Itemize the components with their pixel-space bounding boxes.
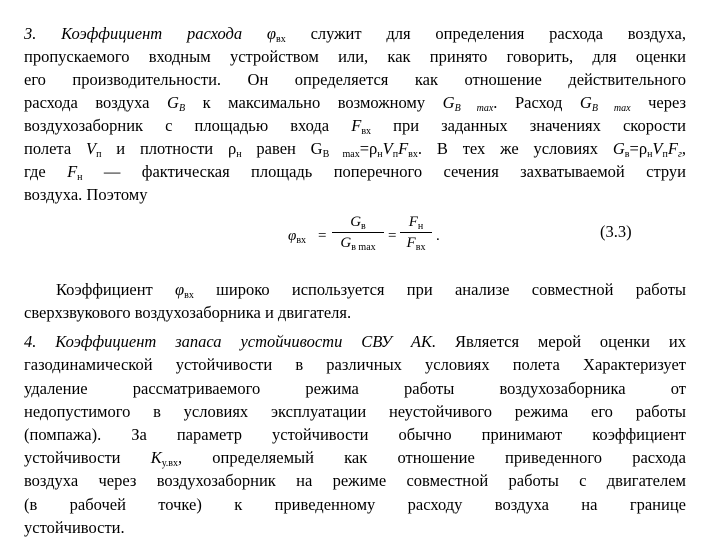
equals-sign: = <box>318 228 327 244</box>
symbol-f: F <box>398 139 409 158</box>
subscript: н <box>647 149 653 160</box>
symbol-f: F <box>408 214 418 230</box>
symbol-f: F <box>667 139 678 158</box>
usage-line-2: сверхзвукового воздухозаборника и двигателя. <box>24 303 352 322</box>
subscript: B max <box>591 103 631 114</box>
subscript: B max <box>454 103 494 114</box>
subscript: н <box>77 172 83 183</box>
text-segment: равен G <box>241 139 323 158</box>
text-segment: Является мерой оценки их <box>436 332 686 351</box>
subscript: н <box>377 149 383 160</box>
text-segment: . В тех же условиях <box>417 139 613 158</box>
text-segment: = <box>629 139 639 158</box>
subscript: B max <box>322 149 360 160</box>
p4-line-4: недопустимого в условиях эксплуатации неустойчивого режима его работы <box>24 402 686 421</box>
fraction-numerator <box>400 212 432 232</box>
fraction-numerator <box>332 212 384 232</box>
symbol-k: K <box>150 448 162 467</box>
text-segment: , <box>681 139 686 158</box>
fraction-denominator <box>332 233 384 253</box>
symbol-v: V <box>86 139 97 158</box>
symbol-g: G <box>167 93 179 112</box>
formula-phi <box>288 228 306 246</box>
p3-line-1 <box>24 22 686 45</box>
p4-title: 4. Коэффициент запаса устойчивости СВУ АК. <box>24 332 437 351</box>
p3-line-1-rest: служит для определения расхода воздуха, <box>285 24 686 43</box>
p3-line-4 <box>24 91 686 114</box>
symbol-v: V <box>652 139 663 158</box>
p4-line-6 <box>24 446 686 469</box>
subscript: B <box>178 103 186 114</box>
p3-line-3: его производительности. Он определяется как отношение действительного <box>24 70 686 89</box>
p4-line-8: (в рабочей точке) к приведенному расходу воздуха на границе <box>24 495 686 514</box>
fraction-g <box>332 212 384 253</box>
symbol-f: F <box>351 116 362 135</box>
subscript: в <box>361 221 366 232</box>
p3-line-5 <box>24 114 686 137</box>
subscript: п <box>662 149 668 160</box>
p4-line-1 <box>24 330 686 353</box>
equation-number: (3.3) <box>600 222 632 241</box>
fraction-denominator <box>400 233 432 253</box>
formula-period: . <box>436 228 440 244</box>
subscript: у.вх <box>161 458 178 469</box>
phi-symbol: φ <box>288 228 297 244</box>
subscript: вх <box>415 242 426 253</box>
text-segment: воздухозаборник с площадью входа <box>24 116 352 135</box>
text-segment: к максимально возможному <box>185 93 443 112</box>
phi-symbol: φ <box>175 280 185 299</box>
text-segment: . Расход <box>493 93 580 112</box>
p4-line-5: (помпажа). За параметр устойчивости обычно принимают коэффициент <box>24 425 686 444</box>
text-segment: , определяемый как отношение приведенного расхода <box>177 448 686 467</box>
formula-3-3 <box>288 212 448 262</box>
text-segment: устойчивости <box>24 448 151 467</box>
subscript: в <box>624 149 630 160</box>
subscript: п <box>392 149 399 160</box>
phi-subscript: вх <box>276 34 286 45</box>
p3-line-6 <box>24 137 686 160</box>
text-segment: расхода воздуха <box>24 93 168 112</box>
text-segment: широко используется при анализе совместной работы <box>193 280 686 299</box>
p4-line-2: газодинамической устойчивости в различных условиях полета Характеризует <box>24 355 686 374</box>
subscript: п <box>96 149 102 160</box>
p3-line-7 <box>24 160 686 183</box>
p3-number: 3. <box>24 24 37 43</box>
subscript: н <box>236 149 242 160</box>
text-segment: при заданных значениях скорости <box>371 116 686 135</box>
phi-subscript: вх <box>296 235 307 246</box>
equals-sign: = <box>388 228 397 244</box>
subscript: в max <box>351 242 376 253</box>
symbol-f: F <box>406 235 416 251</box>
symbol-v: V <box>382 139 393 158</box>
symbol-g: G <box>612 139 625 158</box>
symbol-g: G <box>442 93 455 112</box>
text-segment: — фактическая площадь поперечного сечения захватываемой струи <box>82 162 686 181</box>
p3-line-2: пропускаемого входным устройством или, как принято говорить, для оценки <box>24 47 686 66</box>
phi-symbol: φ <box>266 24 277 43</box>
p3-line-8: воздуха. Поэтому <box>24 185 148 204</box>
text-segment: = <box>359 139 370 158</box>
symbol-f: F <box>67 162 78 181</box>
text-segment: через <box>630 93 686 112</box>
symbol-g: G <box>340 235 352 251</box>
symbol-g: G <box>350 214 362 230</box>
symbol-rho: ρ <box>369 139 378 158</box>
subscript: н <box>417 221 424 232</box>
text-segment: Коэффициент <box>56 280 176 299</box>
symbol-rho: ρ <box>638 139 648 158</box>
p4-line-9: устойчивости. <box>24 518 125 537</box>
p4-line-3: удаление рассматриваемого режима работы воздухозаборника от <box>24 379 686 398</box>
subscript: вх <box>408 149 418 160</box>
fraction-f <box>400 212 432 253</box>
p3-title: Коэффициент расхода <box>36 24 267 43</box>
symbol-rho: ρ <box>227 139 237 158</box>
phi-subscript: вх <box>184 290 194 301</box>
text-segment: и плотности <box>101 139 228 158</box>
subscript: г <box>677 149 682 160</box>
usage-line-1 <box>24 278 686 301</box>
text-segment: где <box>24 162 68 181</box>
symbol-g: G <box>579 93 592 112</box>
text-segment: полета <box>24 139 86 158</box>
p4-line-7: воздуха через воздухозаборник на режиме совместной работы с двигателем <box>24 471 686 490</box>
subscript: вх <box>361 126 372 137</box>
